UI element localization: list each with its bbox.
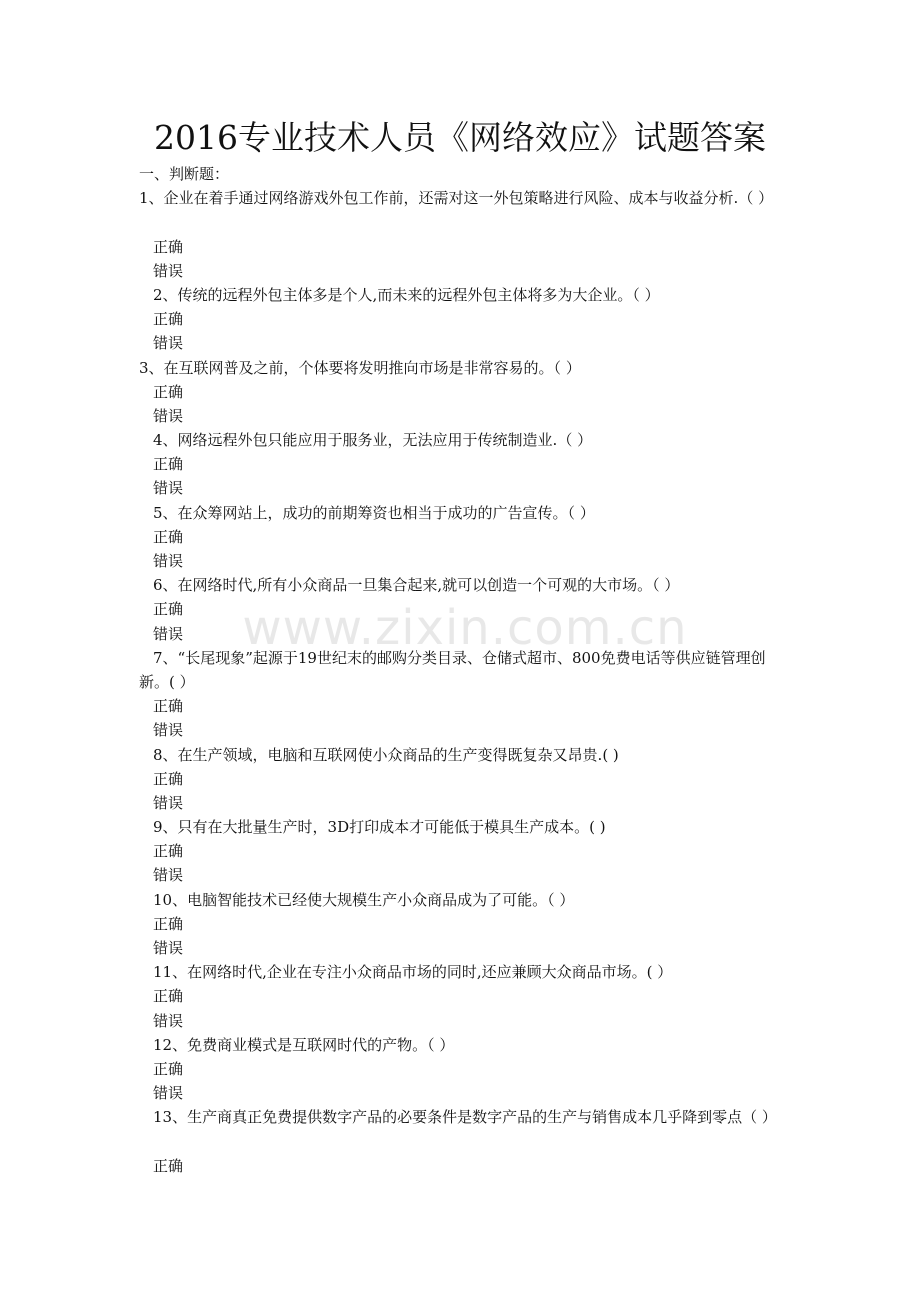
question-4: 4、网络远程外包只能应用于服务业，无法应用于传统制造业.（ ） — [153, 431, 593, 450]
document-title: 2016专业技术人员《网络效应》试题答案 — [154, 118, 766, 157]
question-10: 10、电脑智能技术已经使大规模生产小众商品成为了可能。（ ） — [153, 890, 575, 909]
question-7: 7、“长尾现象”起源于19世纪末的邮购分类目录、仓储式超市、800免费电话等供应链管理创新。( ） — [139, 648, 766, 691]
question-5-option-false: 错误 — [153, 552, 184, 571]
question-10-option-false: 错误 — [153, 939, 184, 958]
question-4-option-true: 正确 — [153, 455, 184, 474]
question-9-option-true: 正确 — [153, 842, 184, 861]
question-6-option-false: 错误 — [153, 624, 184, 643]
question-12-option-true: 正确 — [153, 1059, 184, 1078]
question-11-option-false: 错误 — [153, 1011, 184, 1030]
document-body — [139, 162, 789, 1178]
question-4-option-false: 错误 — [153, 479, 184, 498]
question-10-option-true: 正确 — [153, 914, 184, 933]
question-12-option-false: 错误 — [153, 1084, 184, 1103]
question-8-option-false: 错误 — [153, 793, 184, 812]
question-2-option-true: 正确 — [153, 310, 184, 329]
question-13-option-true: 正确 — [153, 1156, 184, 1175]
question-9: 9、只有在大批量生产时，3D打印成本才可能低于模具生产成本。( ) — [153, 818, 606, 837]
question-2-option-false: 错误 — [153, 334, 184, 353]
question-2: 2、传统的远程外包主体多是个人,而未来的远程外包主体将多为大企业。（ ） — [153, 285, 660, 304]
question-1-option-false: 错误 — [153, 261, 184, 280]
question-12: 12、免费商业模式是互联网时代的产物。（ ） — [153, 1035, 455, 1054]
question-1-option-true: 正确 — [153, 237, 184, 256]
watermark: www.zixin.com.cn — [242, 600, 688, 656]
question-5-option-true: 正确 — [153, 527, 184, 546]
section-heading: 一、判断题： — [139, 165, 230, 183]
question-5: 5、在众筹网站上，成功的前期筹资也相当于成功的广告宣传。（ ） — [153, 503, 595, 522]
question-11: 11、在网络时代,企业在专注小众商品市场的同时,还应兼顾大众商品市场。( ） — [153, 963, 673, 982]
question-8-option-true: 正确 — [153, 769, 184, 788]
question-11-option-true: 正确 — [153, 987, 184, 1006]
question-9-option-false: 错误 — [153, 866, 184, 885]
question-7-option-true: 正确 — [153, 697, 184, 716]
question-3-option-false: 错误 — [153, 406, 184, 425]
question-6-option-true: 正确 — [153, 600, 184, 619]
question-1: 1、企业在着手通过网络游戏外包工作前，还需对这一外包策略进行风险、成本与收益分析.（ ） — [139, 189, 774, 208]
question-3-option-true: 正确 — [153, 382, 184, 401]
question-3: 3、在互联网普及之前，个体要将发明推向市场是非常容易的。（ ） — [139, 358, 581, 377]
question-6: 6、在网络时代,所有小众商品一旦集合起来,就可以创造一个可观的大市场。（ ） — [153, 576, 680, 595]
question-13: 13、生产商真正免费提供数字产品的必要条件是数字产品的生产与销售成本几乎降到零点（ ） — [153, 1108, 777, 1127]
question-7-option-false: 错误 — [153, 721, 184, 740]
question-8: 8、在生产领域，电脑和互联网使小众商品的生产变得既复杂又昂贵.( ) — [153, 745, 619, 764]
